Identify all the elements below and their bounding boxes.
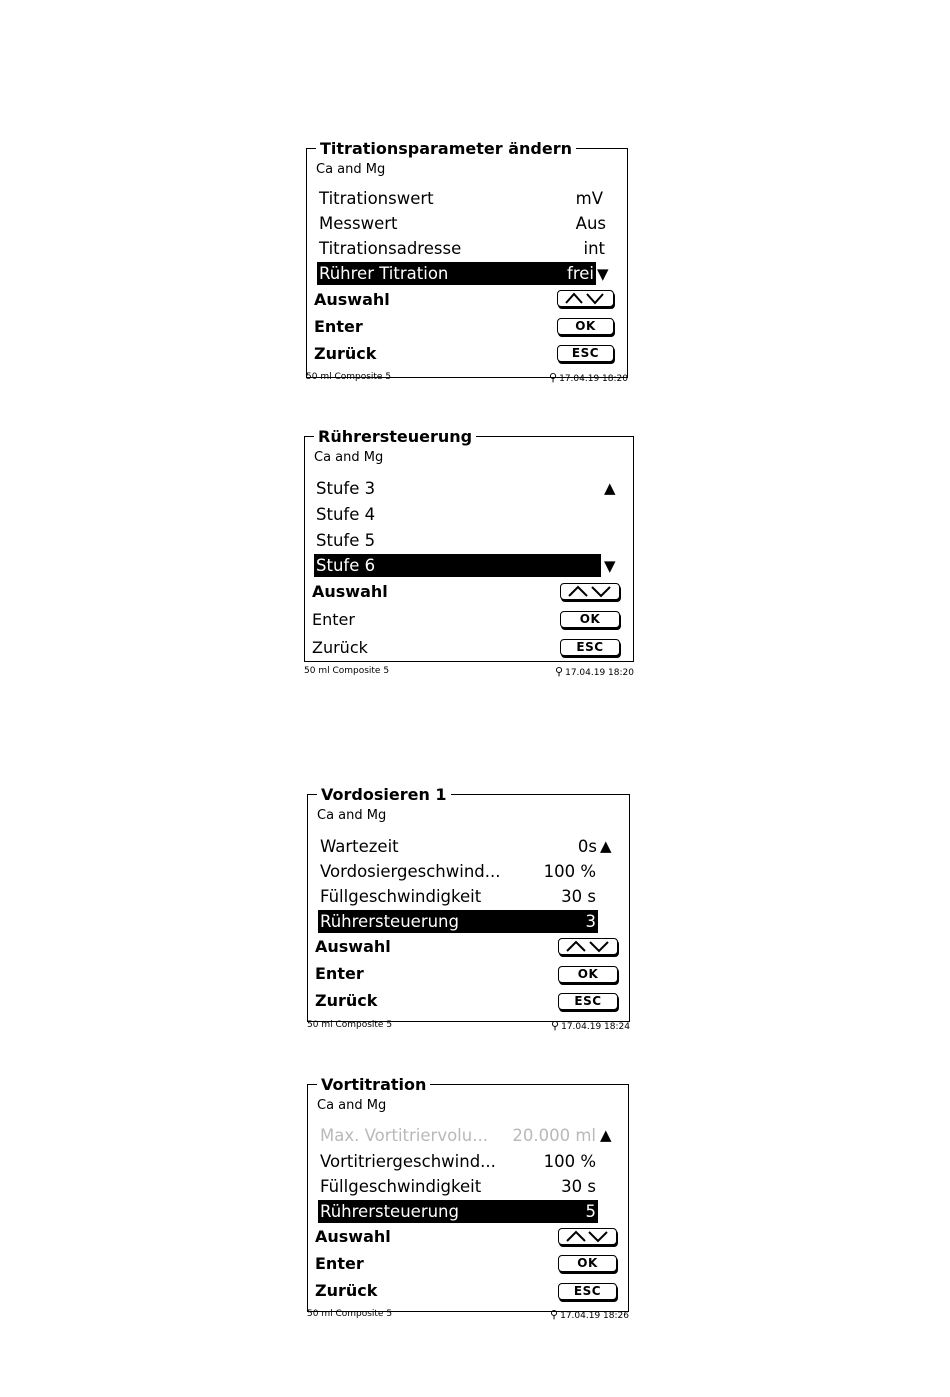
select-label: Auswahl — [315, 1227, 391, 1246]
up-down-button[interactable] — [558, 938, 618, 955]
scroll-up-icon: ▲ — [604, 479, 616, 497]
menu-item-ruehrersteuerung[interactable] — [318, 910, 598, 933]
menu-item-vordosiergeschwindigkeit[interactable] — [318, 860, 598, 883]
method-name: Ca and Mg — [314, 450, 384, 465]
menu-item-ruehrer-titration[interactable] — [317, 262, 596, 285]
menu-item-ruehrersteuerung[interactable] — [318, 1200, 598, 1223]
method-name: Ca and Mg — [316, 162, 386, 177]
menu-item-vortitriergeschwindigkeit[interactable] — [318, 1150, 598, 1173]
menu-item-label: Stufe 6 — [316, 556, 376, 575]
back-label: Zurück — [315, 991, 378, 1010]
footer-device: 50 ml Composite 5 — [307, 1309, 393, 1319]
panel-frame — [307, 1084, 629, 1312]
menu-item-label: Vordosiergeschwind... — [320, 862, 501, 881]
select-label: Auswahl — [315, 937, 391, 956]
esc-button[interactable]: ESC — [557, 345, 614, 362]
menu-item-stufe-4[interactable] — [314, 503, 601, 526]
panel-stirrer-control — [304, 428, 634, 680]
menu-item-label: Messwert — [319, 214, 398, 233]
menu-item-stufe-5[interactable] — [314, 529, 601, 552]
menu-item-wartezeit[interactable] — [318, 835, 598, 858]
method-name: Ca and Mg — [317, 808, 387, 823]
method-name: Ca and Mg — [317, 1098, 387, 1113]
menu-item-value: Aus — [575, 214, 606, 233]
footer-datetime — [550, 1309, 629, 1322]
footer-datetime-text: 17.04.19 18:20 — [565, 668, 634, 678]
panel-title: Vordosieren 1 — [317, 786, 451, 804]
footer-datetime-text: 17.04.19 18:20 — [559, 374, 628, 384]
panel-pre-titration — [307, 1076, 629, 1324]
menu-item-value: 3 — [585, 912, 596, 931]
panel-title: Vortitration — [317, 1076, 430, 1094]
enter-label: Enter — [315, 1254, 364, 1273]
usb-icon: ⚲ — [550, 1308, 559, 1321]
panel-frame — [307, 794, 630, 1022]
menu-item-max-vortitriervolumen[interactable] — [318, 1124, 598, 1147]
panel-titration-parameters — [306, 140, 628, 386]
esc-button[interactable]: ESC — [560, 639, 620, 656]
footer-datetime-text: 17.04.19 18:24 — [561, 1022, 630, 1032]
menu-item-value: frei — [567, 264, 594, 283]
esc-button[interactable]: ESC — [558, 993, 618, 1010]
up-down-button[interactable] — [557, 290, 614, 307]
panel-title: Rührersteuerung — [314, 428, 476, 446]
menu-item-label: Titrationswert — [319, 189, 434, 208]
enter-label: Enter — [314, 317, 363, 336]
menu-item-titrationsadresse[interactable] — [317, 237, 605, 260]
panel-title: Titrationsparameter ändern — [316, 140, 576, 158]
menu-item-label: Rührersteuerung — [320, 912, 459, 931]
usb-icon: ⚲ — [551, 1019, 560, 1032]
menu-item-label: Vortitriergeschwind... — [320, 1152, 496, 1171]
menu-item-value: 0s — [577, 837, 597, 856]
menu-item-value: 100 % — [543, 1152, 596, 1171]
footer-datetime — [549, 372, 628, 385]
scroll-down-icon: ▼ — [597, 265, 609, 283]
chevron-up-down-icon — [564, 940, 612, 953]
chevron-up-down-icon — [566, 585, 614, 598]
enter-label: Enter — [315, 964, 364, 983]
menu-item-label: Titrationsadresse — [319, 239, 462, 258]
up-down-button[interactable] — [560, 583, 620, 600]
scroll-up-icon: ▲ — [600, 1126, 612, 1144]
menu-item-label: Rührersteuerung — [320, 1202, 459, 1221]
scroll-down-icon: ▼ — [604, 557, 616, 575]
footer-datetime — [555, 666, 634, 679]
select-label: Auswahl — [314, 290, 390, 309]
back-label: Zurück — [314, 344, 377, 363]
menu-item-fuellgeschwindigkeit[interactable] — [318, 885, 598, 908]
ok-button[interactable]: OK — [560, 611, 620, 628]
back-label: Zurück — [315, 1281, 378, 1300]
chevron-up-down-icon — [563, 292, 608, 305]
esc-button[interactable]: ESC — [558, 1283, 617, 1300]
footer-device: 50 ml Composite 5 — [306, 372, 392, 382]
footer-device: 50 ml Composite 5 — [307, 1020, 393, 1030]
menu-item-value: 30 s — [561, 1177, 596, 1196]
footer-datetime-text: 17.04.19 18:26 — [560, 1311, 629, 1321]
menu-item-label: Stufe 4 — [316, 505, 376, 524]
ok-button[interactable]: OK — [558, 1255, 617, 1272]
up-down-button[interactable] — [558, 1228, 617, 1245]
menu-item-value: 100 % — [543, 862, 596, 881]
scroll-up-icon: ▲ — [600, 837, 612, 855]
panel-pre-dosing — [307, 786, 630, 1034]
menu-item-label: Max. Vortitriervolu... — [320, 1126, 488, 1145]
select-label: Auswahl — [312, 582, 388, 601]
menu-item-label: Füllgeschwindigkeit — [320, 887, 482, 906]
menu-item-label: Rührer Titration — [319, 264, 449, 283]
usb-icon: ⚲ — [549, 371, 558, 384]
ok-button[interactable]: OK — [557, 318, 614, 335]
chevron-up-down-icon — [564, 1230, 611, 1243]
menu-item-value: 30 s — [561, 887, 596, 906]
menu-item-stufe-6[interactable] — [314, 554, 601, 577]
enter-label: Enter — [312, 610, 355, 629]
back-label: Zurück — [312, 638, 368, 657]
menu-item-label: Füllgeschwindigkeit — [320, 1177, 482, 1196]
footer-datetime — [551, 1020, 630, 1033]
menu-item-titrationswert[interactable] — [317, 187, 603, 210]
menu-item-value: 5 — [585, 1202, 596, 1221]
usb-icon: ⚲ — [555, 665, 564, 678]
ok-button[interactable]: OK — [558, 966, 618, 983]
menu-item-fuellgeschwindigkeit[interactable] — [318, 1175, 598, 1198]
footer-device: 50 ml Composite 5 — [304, 666, 390, 676]
menu-item-label: Stufe 5 — [316, 531, 376, 550]
menu-item-label: Wartezeit — [320, 837, 399, 856]
menu-item-stufe-3[interactable] — [314, 477, 601, 500]
menu-item-messwert[interactable] — [317, 212, 606, 235]
menu-item-value: mV — [575, 189, 603, 208]
menu-item-value: int — [583, 239, 605, 258]
menu-item-value: 20.000 ml — [512, 1126, 596, 1145]
menu-item-label: Stufe 3 — [316, 479, 376, 498]
